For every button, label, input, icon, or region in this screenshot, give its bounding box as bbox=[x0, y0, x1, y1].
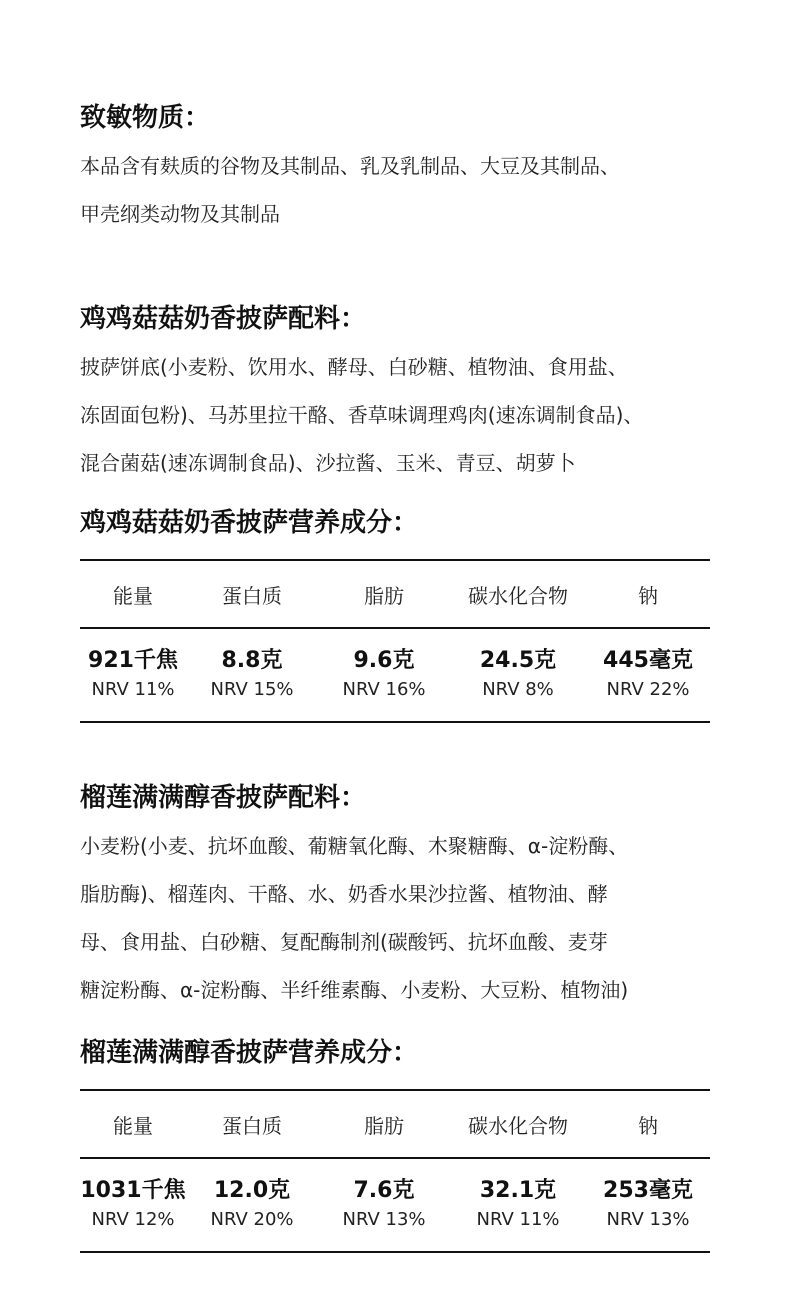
allergen-line: 本品含有麸质的谷物及其制品、乳及乳制品、大豆及其制品、 bbox=[80, 154, 620, 178]
nrv-carbohydrate: NRV 8% bbox=[482, 678, 554, 700]
header-protein: 蛋白质 bbox=[222, 583, 282, 608]
nrv-sodium: NRV 13% bbox=[606, 1208, 690, 1230]
table-value-row bbox=[80, 629, 710, 721]
header-energy: 能量 bbox=[113, 583, 153, 608]
header-protein: 蛋白质 bbox=[222, 1113, 282, 1138]
cell-carbohydrate bbox=[450, 1176, 586, 1234]
header-energy: 能量 bbox=[113, 1113, 153, 1138]
header-fat: 脂肪 bbox=[364, 583, 404, 608]
pizza1-nutrition-table bbox=[80, 559, 710, 723]
cell-fat bbox=[318, 646, 450, 704]
pizza2-ingredients-line: 糖淀粉酶、α-淀粉酶、半纤维素酶、小麦粉、大豆粉、植物油) bbox=[80, 978, 629, 1002]
cell-fat bbox=[318, 1176, 450, 1234]
value-protein: 12.0克 bbox=[213, 1177, 291, 1203]
pizza1-ingredients-line: 混合菌菇(速冻调制食品)、沙拉酱、玉米、青豆、胡萝卜 bbox=[80, 451, 576, 475]
pizza2-ingredients-line: 小麦粉(小麦、抗坏血酸、葡糖氧化酶、木聚糖酶、α-淀粉酶、 bbox=[80, 834, 629, 858]
header-sodium: 钠 bbox=[638, 1113, 658, 1138]
value-fat: 9.6克 bbox=[353, 647, 415, 673]
allergen-title: 致敏物质： bbox=[80, 103, 211, 133]
nrv-sodium: NRV 22% bbox=[606, 678, 690, 700]
nrv-protein: NRV 20% bbox=[210, 1208, 294, 1230]
pizza1-ingredients-text bbox=[80, 343, 760, 487]
pizza1-nutrition-title: 鸡鸡菇菇奶香披萨营养成分： bbox=[80, 508, 419, 538]
table-value-row bbox=[80, 1159, 710, 1251]
header-sodium: 钠 bbox=[638, 583, 658, 608]
pizza1-ingredients-line: 冻固面包粉)、马苏里拉干酪、香草味调理鸡肉(速冻调制食品)、 bbox=[80, 403, 644, 427]
allergen-line: 甲壳纲类动物及其制品 bbox=[80, 202, 280, 226]
pizza2-nutrition-table bbox=[80, 1089, 710, 1253]
pizza1-ingredients-title: 鸡鸡菇菇奶香披萨配料： bbox=[80, 304, 367, 334]
header-carbohydrate: 碳水化合物 bbox=[468, 583, 568, 608]
value-sodium: 253毫克 bbox=[603, 1177, 693, 1203]
nrv-energy: NRV 12% bbox=[91, 1208, 175, 1230]
cell-sodium bbox=[586, 646, 710, 704]
cell-protein bbox=[186, 646, 318, 704]
pizza2-ingredients-line: 脂肪酶)、榴莲肉、干酪、水、奶香水果沙拉酱、植物油、酵 bbox=[80, 882, 608, 906]
pizza1-ingredients-line: 披萨饼底(小麦粉、饮用水、酵母、白砂糖、植物油、食用盐、 bbox=[80, 355, 628, 379]
table-rule bbox=[80, 1251, 710, 1253]
table-header-row bbox=[80, 1091, 710, 1157]
cell-energy bbox=[80, 646, 186, 704]
table-header-row bbox=[80, 561, 710, 627]
value-protein: 8.8克 bbox=[221, 647, 283, 673]
cell-protein bbox=[186, 1176, 318, 1234]
pizza2-ingredients-title: 榴莲满满醇香披萨配料： bbox=[80, 783, 367, 813]
nrv-fat: NRV 16% bbox=[342, 678, 426, 700]
nrv-protein: NRV 15% bbox=[210, 678, 294, 700]
value-carbohydrate: 32.1克 bbox=[479, 1177, 557, 1203]
value-energy: 1031千焦 bbox=[80, 1177, 186, 1203]
value-fat: 7.6克 bbox=[353, 1177, 415, 1203]
header-fat: 脂肪 bbox=[364, 1113, 404, 1138]
table-rule bbox=[80, 721, 710, 723]
cell-energy bbox=[80, 1176, 186, 1234]
cell-carbohydrate bbox=[450, 646, 586, 704]
pizza2-ingredients-line: 母、食用盐、白砂糖、复配酶制剂(碳酸钙、抗坏血酸、麦芽 bbox=[80, 930, 608, 954]
cell-sodium bbox=[586, 1176, 710, 1234]
nrv-energy: NRV 11% bbox=[91, 678, 175, 700]
nrv-fat: NRV 13% bbox=[342, 1208, 426, 1230]
value-sodium: 445毫克 bbox=[603, 647, 693, 673]
pizza2-ingredients-text bbox=[80, 822, 760, 1014]
header-carbohydrate: 碳水化合物 bbox=[468, 1113, 568, 1138]
nrv-carbohydrate: NRV 11% bbox=[476, 1208, 560, 1230]
value-carbohydrate: 24.5克 bbox=[479, 647, 557, 673]
pizza2-nutrition-title: 榴莲满满醇香披萨营养成分： bbox=[80, 1038, 419, 1068]
value-energy: 921千焦 bbox=[88, 647, 178, 673]
allergen-text bbox=[80, 142, 760, 238]
